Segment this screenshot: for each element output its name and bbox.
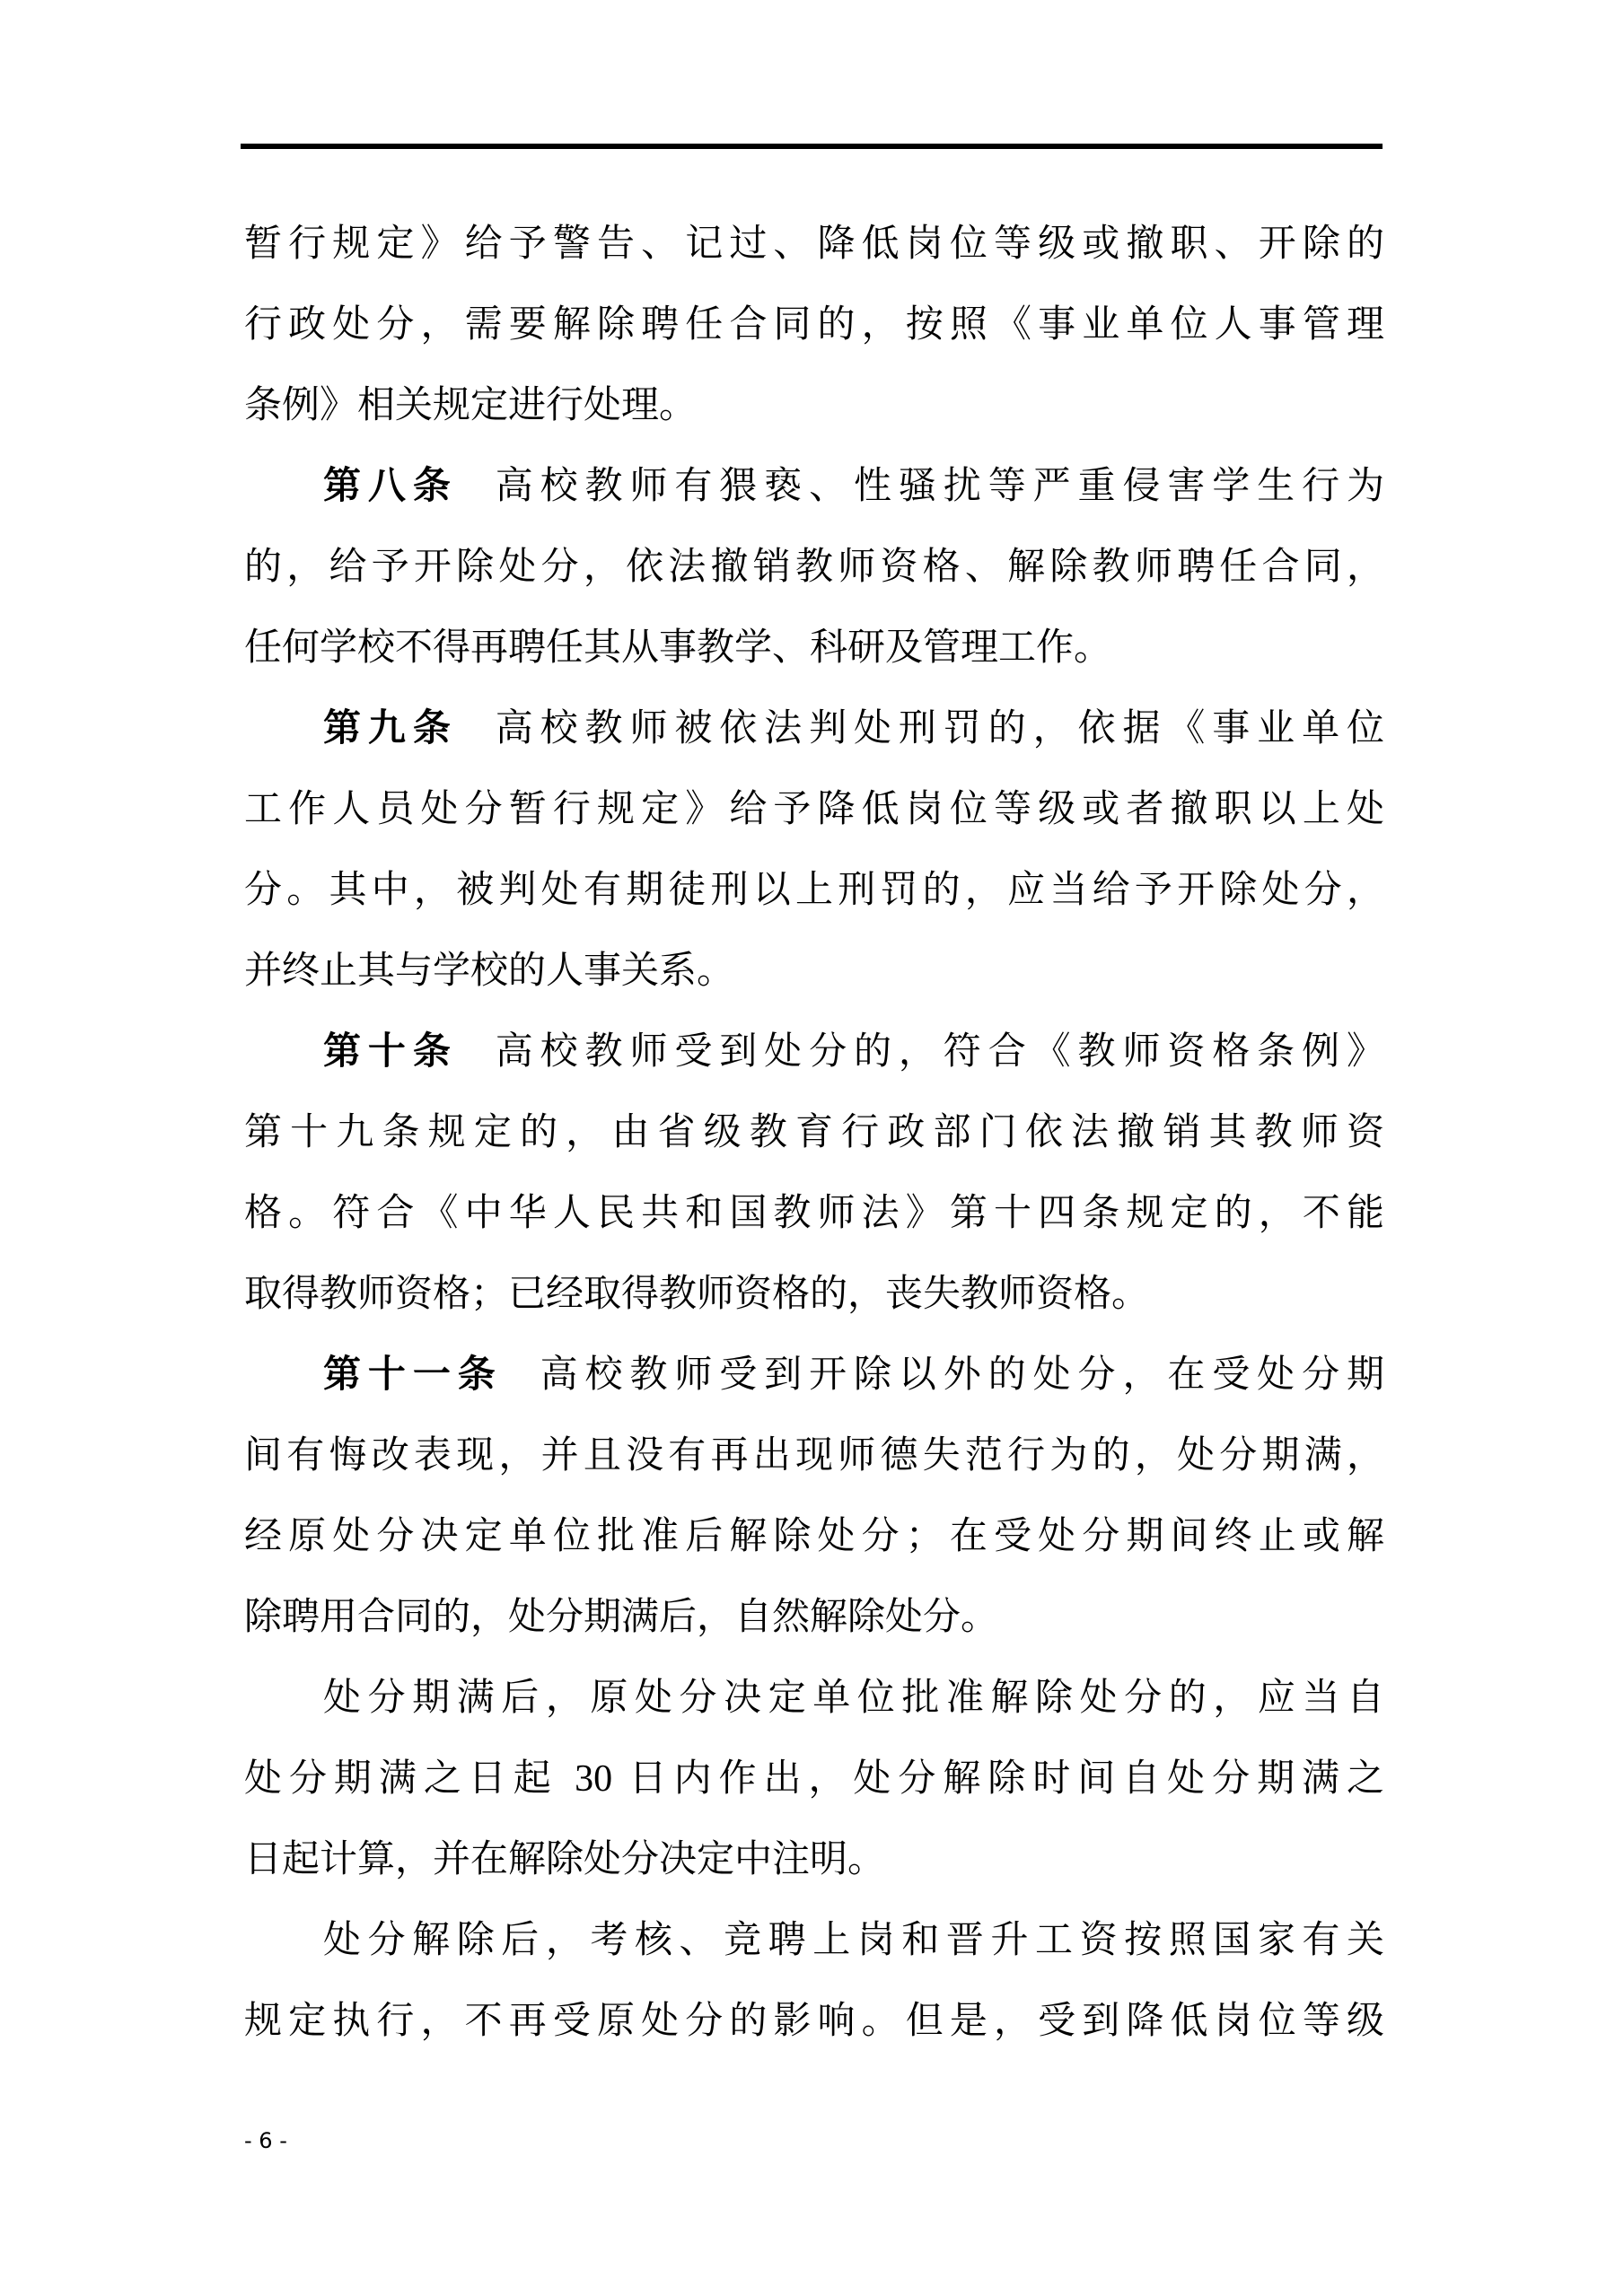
text-line [244,1012,1384,1092]
article-heading: 第十一条 [323,1354,503,1396]
body-text: 高校教师受到处分的，符合《教师资格条例》 [495,1031,1384,1073]
text-line [244,1254,1384,1335]
text-line [244,285,1384,365]
text-line [244,1092,1384,1173]
text-line [244,1739,1384,1819]
text-line [244,446,1384,527]
text-line [244,1173,1384,1254]
body-text: 行政处分，需要解除聘任合同的，按照《事业单位人事管理 [244,304,1384,346]
text-line [244,1900,1384,1981]
body-text: 高校教师被依法判处刑罚的，依据《事业单位 [495,708,1384,749]
body-text: 暂行规定》给予警告、记过、降低岗位等级或撤职、开除的 [244,223,1384,265]
article-heading: 第十条 [323,1031,458,1073]
body-text: 并终止其与学校的人事关系。 [244,951,735,992]
body-text: 分。其中，被判处有期徒刑以上刑罚的，应当给予开除处分， [244,870,1384,911]
body-text: 间有悔改表现，并且没有再出现师德失范行为的，处分期满， [244,1435,1384,1477]
body-text: 处分期满后，原处分决定单位批准解除处分的，应当自 [323,1678,1384,1719]
text-line [244,1335,1384,1415]
text-line [244,1577,1384,1658]
text-line [244,769,1384,850]
body-text: 高校教师有猥亵、性骚扰等严重侵害学生行为 [495,466,1384,507]
body-text: 日起计算，并在解除处分决定中注明。 [244,1839,886,1880]
text-line [244,1981,1384,2062]
body-text: 规定执行，不再受原处分的影响。但是，受到降低岗位等级 [244,2001,1384,2042]
text-line [244,850,1384,931]
page-number: - 6 - [244,2128,287,2153]
body-text: 格。符合《中华人民共和国教师法》第十四条规定的，不能 [244,1193,1384,1234]
text-line [244,365,1384,446]
text-line [244,527,1384,608]
body-text: 除聘用合同的，处分期满后，自然解除处分。 [244,1597,999,1638]
text-line [244,688,1384,769]
body-text: 取得教师资格；已经取得教师资格的，丧失教师资格。 [244,1274,1150,1315]
body-text: 第十九条规定的，由省级教育行政部门依法撤销其教师资 [244,1112,1384,1153]
body-text: 处分期满之日起 30 日内作出，处分解除时间自处分期满之 [244,1758,1384,1800]
body-text: 高校教师受到开除以外的处分，在受处分期 [540,1354,1384,1396]
article-heading: 第九条 [323,708,458,749]
body-text: 处分解除后，考核、竞聘上岗和晋升工资按照国家有关 [323,1920,1384,1961]
body-text: 任何学校不得再聘任其从事教学、科研及管理工作。 [244,627,1112,669]
text-line [244,931,1384,1012]
body-text: 经原处分决定单位批准后解除处分；在受处分期间终止或解 [244,1516,1384,1557]
text-line [244,1415,1384,1496]
document-body [244,204,1384,2062]
text-line [244,204,1384,285]
text-line [244,1496,1384,1577]
body-text: 的，给予开除处分，依法撤销教师资格、解除教师聘任合同， [244,547,1384,588]
text-line [244,608,1384,688]
text-line [244,1819,1384,1900]
body-text: 工作人员处分暂行规定》给予降低岗位等级或者撤职以上处 [244,789,1384,830]
text-line [244,1658,1384,1739]
body-text: 条例》相关规定进行处理。 [244,385,698,426]
article-heading: 第八条 [323,466,458,507]
header-rule [241,144,1383,149]
